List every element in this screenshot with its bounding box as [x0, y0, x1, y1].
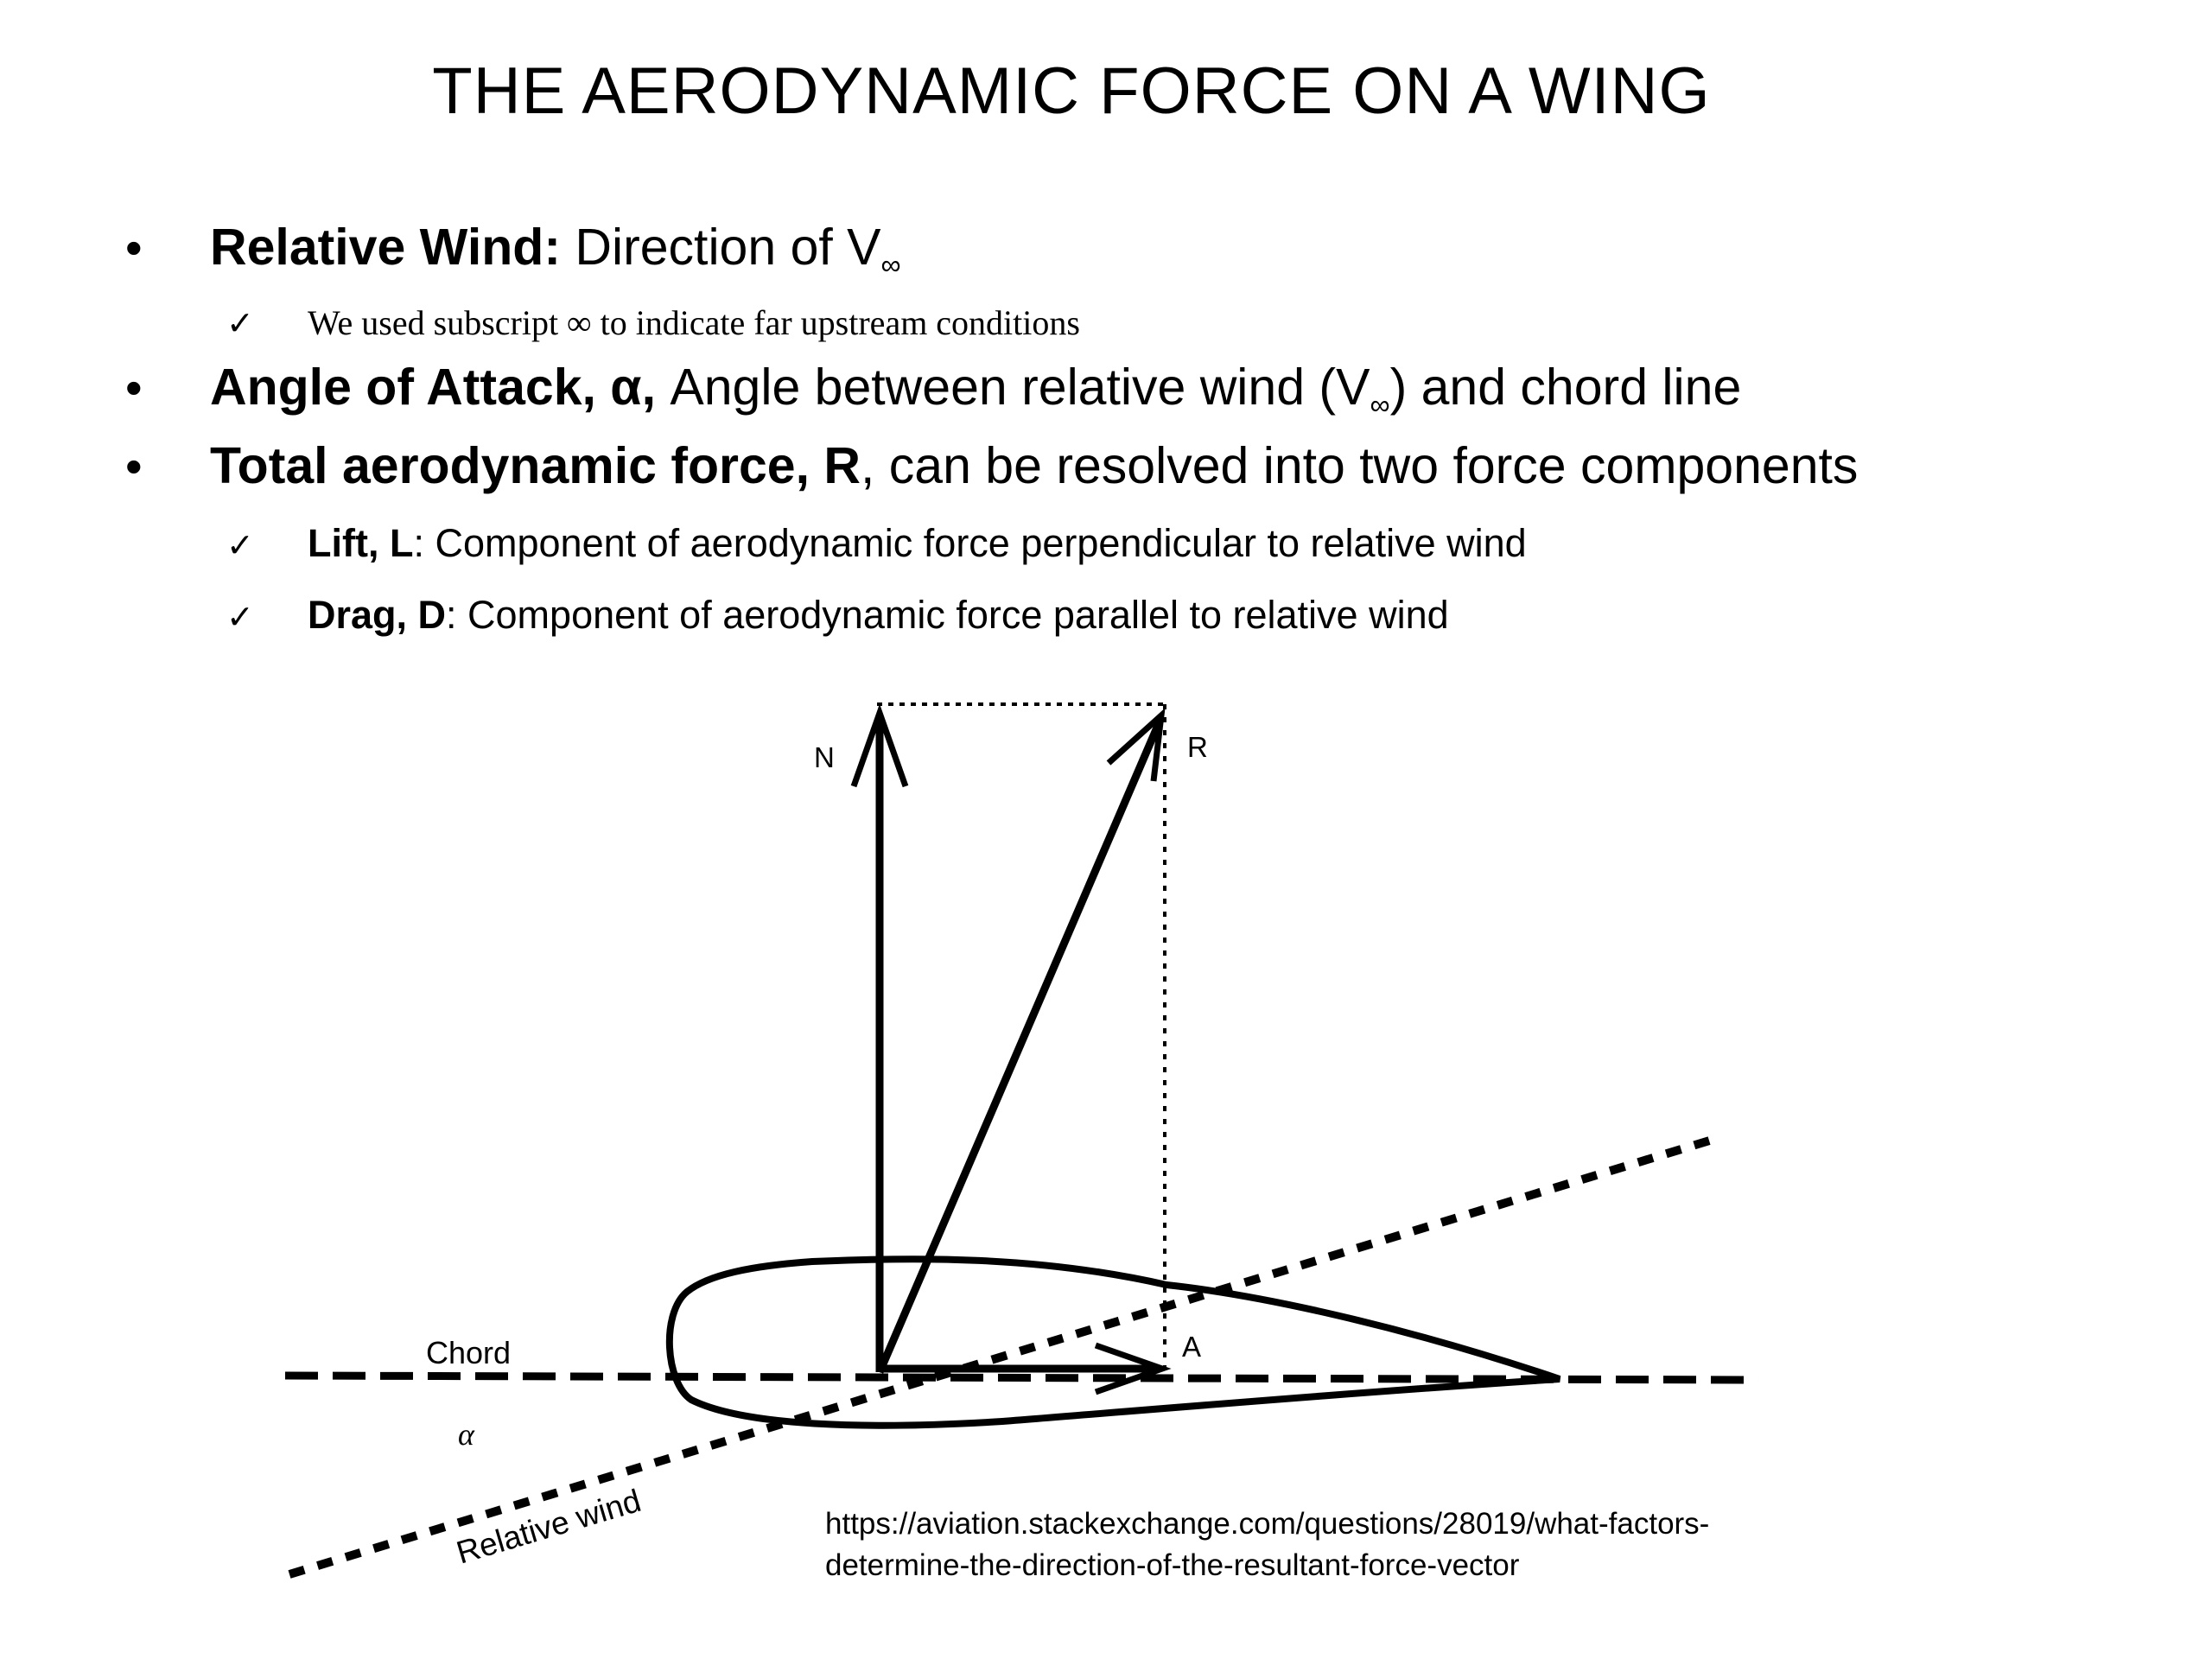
- bullet-marker: •: [125, 220, 143, 275]
- check-icon: ✓: [226, 304, 254, 342]
- bullet-definition-end: ) and chord line: [1389, 359, 1742, 416]
- source-citation: [825, 1503, 1709, 1586]
- label-R: R: [1187, 731, 1208, 763]
- note-text: We used subscript ∞ to indicate far upstream conditions: [308, 303, 1080, 342]
- airfoil-outline: [670, 1259, 1560, 1425]
- bullet-term: Total aerodynamic force, R: [210, 437, 861, 494]
- source-line-1: https://aviation.stackexchange.com/questions/28019/what-factors-: [825, 1507, 1710, 1541]
- bullet-definition: Direction of V: [560, 219, 881, 276]
- bullet-term: Relative Wind:: [210, 219, 561, 276]
- label-chord: Chord: [426, 1335, 512, 1370]
- subscript-infinity: ∞: [880, 249, 901, 281]
- source-line-2: determine-the-direction-of-the-resultant-force-vector: [825, 1548, 1520, 1582]
- drag-term: Drag, D: [308, 593, 447, 637]
- label-relative-wind: Relative wind: [452, 1482, 645, 1571]
- bullet-marker: •: [125, 360, 143, 415]
- bullet-definition: Angle between relative wind (V: [655, 359, 1370, 416]
- check-icon: ✓: [226, 526, 254, 564]
- lift-definition: : Component of aerodynamic force perpendicular to relative wind: [413, 521, 1527, 565]
- bullet-definition: , can be resolved into two force components: [861, 437, 1859, 494]
- lift-term: Lift, L: [308, 521, 414, 565]
- label-N: N: [814, 741, 835, 773]
- label-A: A: [1182, 1331, 1202, 1363]
- check-icon: ✓: [226, 598, 254, 636]
- slide-title: THE AERODYNAMIC FORCE ON A WING: [432, 54, 1711, 128]
- bullet-marker: •: [125, 439, 143, 493]
- bullet-term: Angle of Attack, α,: [210, 359, 656, 416]
- drag-definition: : Component of aerodynamic force parallel to relative wind: [446, 593, 1449, 637]
- label-alpha: α: [458, 1417, 474, 1452]
- subscript-infinity: ∞: [1370, 389, 1390, 421]
